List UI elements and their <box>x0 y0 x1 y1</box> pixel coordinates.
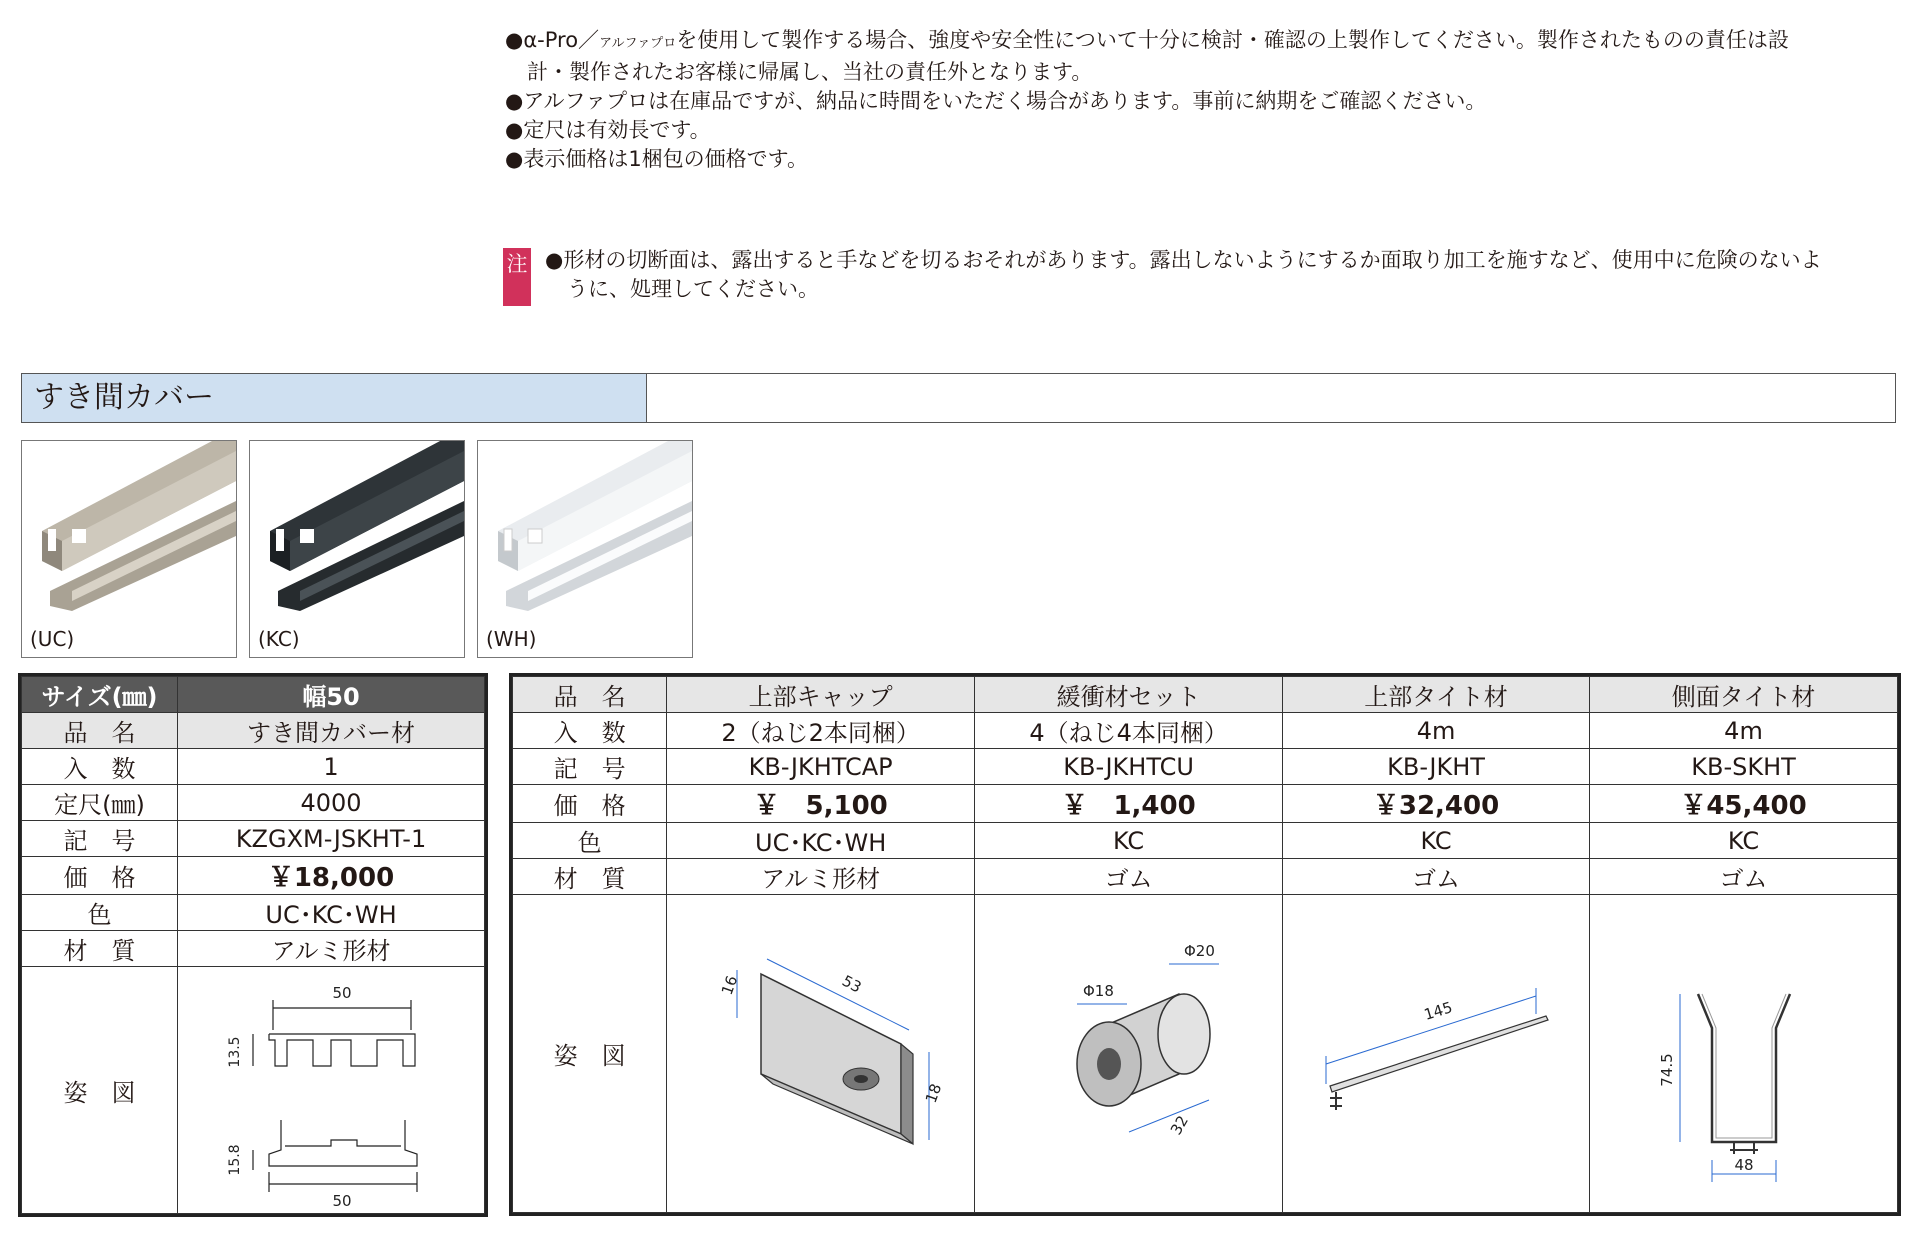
caution-block <box>503 246 1903 304</box>
svg-text:48: 48 <box>1733 1155 1754 1174</box>
note-line-4: ●定尺は有効長です。 <box>505 118 711 142</box>
svg-text:53: 53 <box>838 971 865 996</box>
note-line-2: 計・製作されたお客様に帰属し、当社の責任外となります。 <box>527 60 1093 84</box>
svg-text:Φ20: Φ20 <box>1183 941 1215 960</box>
svg-text:15.8: 15.8 <box>227 1144 244 1176</box>
profile-wh-icon <box>478 441 692 657</box>
svg-text:Φ18: Φ18 <box>1082 981 1114 1000</box>
side-tight-drawing-icon <box>1594 904 1894 1204</box>
section-title: すき間カバー <box>22 374 647 422</box>
product-photo-kc <box>249 440 465 658</box>
note-line-1: ●α-Pro／アルファプロを使用して製作する場合、強度や安全性について十分に検討・確認の上製作してください。製作されたものの責任は設 <box>505 28 1789 52</box>
right-spec-table <box>512 676 1898 1213</box>
product-photo-wh <box>477 440 693 658</box>
notes-block <box>505 26 1900 174</box>
table-row: 価 格 ￥18,000 <box>22 857 485 895</box>
cushion-drawing-icon <box>979 904 1279 1204</box>
photo-caption: (WH) <box>486 627 537 651</box>
table-row: 色 UC･KC･WH KC KC KC <box>513 823 1898 859</box>
table-row: 姿 図 16 53 18 Φ20 Φ18 32 145 74.5 48 <box>513 895 1898 1213</box>
table-row: 価 格 ￥ 5,100 ￥ 1,400 ￥32,400 ￥45,400 <box>513 785 1898 823</box>
svg-text:16: 16 <box>717 972 741 997</box>
photo-caption: (UC) <box>30 627 75 651</box>
profile-drawing-icon <box>181 970 481 1210</box>
table-row: 入 数 2（ねじ2本同梱） 4（ねじ4本同梱） 4m 4m <box>513 713 1898 749</box>
figure-top-cap <box>667 895 975 1213</box>
product-photo-uc <box>21 440 237 658</box>
table-row: 品 名 すき間カバー材 <box>22 713 485 749</box>
table-row: 記 号 KZGXM-JSKHT-1 <box>22 821 485 857</box>
figure-top-tight <box>1283 895 1590 1213</box>
svg-text:145: 145 <box>1421 997 1455 1024</box>
svg-text:13.5: 13.5 <box>227 1036 244 1068</box>
table-row: 品 名 上部キャップ 緩衝材セット 上部タイト材 側面タイト材 <box>513 677 1898 713</box>
svg-text:74.5: 74.5 <box>1657 1052 1676 1087</box>
top-tight-drawing-icon <box>1286 904 1586 1204</box>
left-spec-table <box>21 676 485 1214</box>
caution-text: ●形材の切断面は、露出すると手などを切るおそれがあります。露出しないようにするか面取り加工を施すなど、使用中に危険のないよ うに、処理してください。 <box>545 248 1822 301</box>
table-row: 定尺(㎜) 4000 <box>22 785 485 821</box>
profile-figure <box>178 967 485 1214</box>
figure-side-tight <box>1590 895 1898 1213</box>
table-row: 記 号 KB-JKHTCAP KB-JKHTCU KB-JKHT KB-SKHT <box>513 749 1898 785</box>
table-row: 色 UC･KC･WH <box>22 895 485 931</box>
table-row: 姿 図 50 13.5 15.8 50 <box>22 967 485 1214</box>
caution-icon: 注 <box>503 248 531 306</box>
section-header <box>21 373 1896 423</box>
profile-uc-icon <box>22 441 236 657</box>
top-cap-drawing-icon <box>671 904 971 1204</box>
table-row: 材 質 アルミ形材 <box>22 931 485 967</box>
svg-text:32: 32 <box>1166 1111 1192 1138</box>
svg-text:50: 50 <box>332 1192 352 1210</box>
table-row: 材 質 アルミ形材 ゴム ゴム ゴム <box>513 859 1898 895</box>
note-line-3: ●アルファプロは在庫品ですが、納品に時間をいただく場合があります。事前に納期をご確認ください。 <box>505 89 1487 113</box>
photo-caption: (KC) <box>258 627 300 651</box>
figure-cushion-set <box>975 895 1283 1213</box>
note-line-5: ●表示価格は1梱包の価格です。 <box>505 147 809 171</box>
table-row: サイズ(㎜) 幅50 <box>22 677 485 713</box>
svg-text:18: 18 <box>921 1080 945 1105</box>
table-row: 入 数 1 <box>22 749 485 785</box>
profile-kc-icon <box>250 441 464 657</box>
svg-text:50: 50 <box>332 984 352 1002</box>
